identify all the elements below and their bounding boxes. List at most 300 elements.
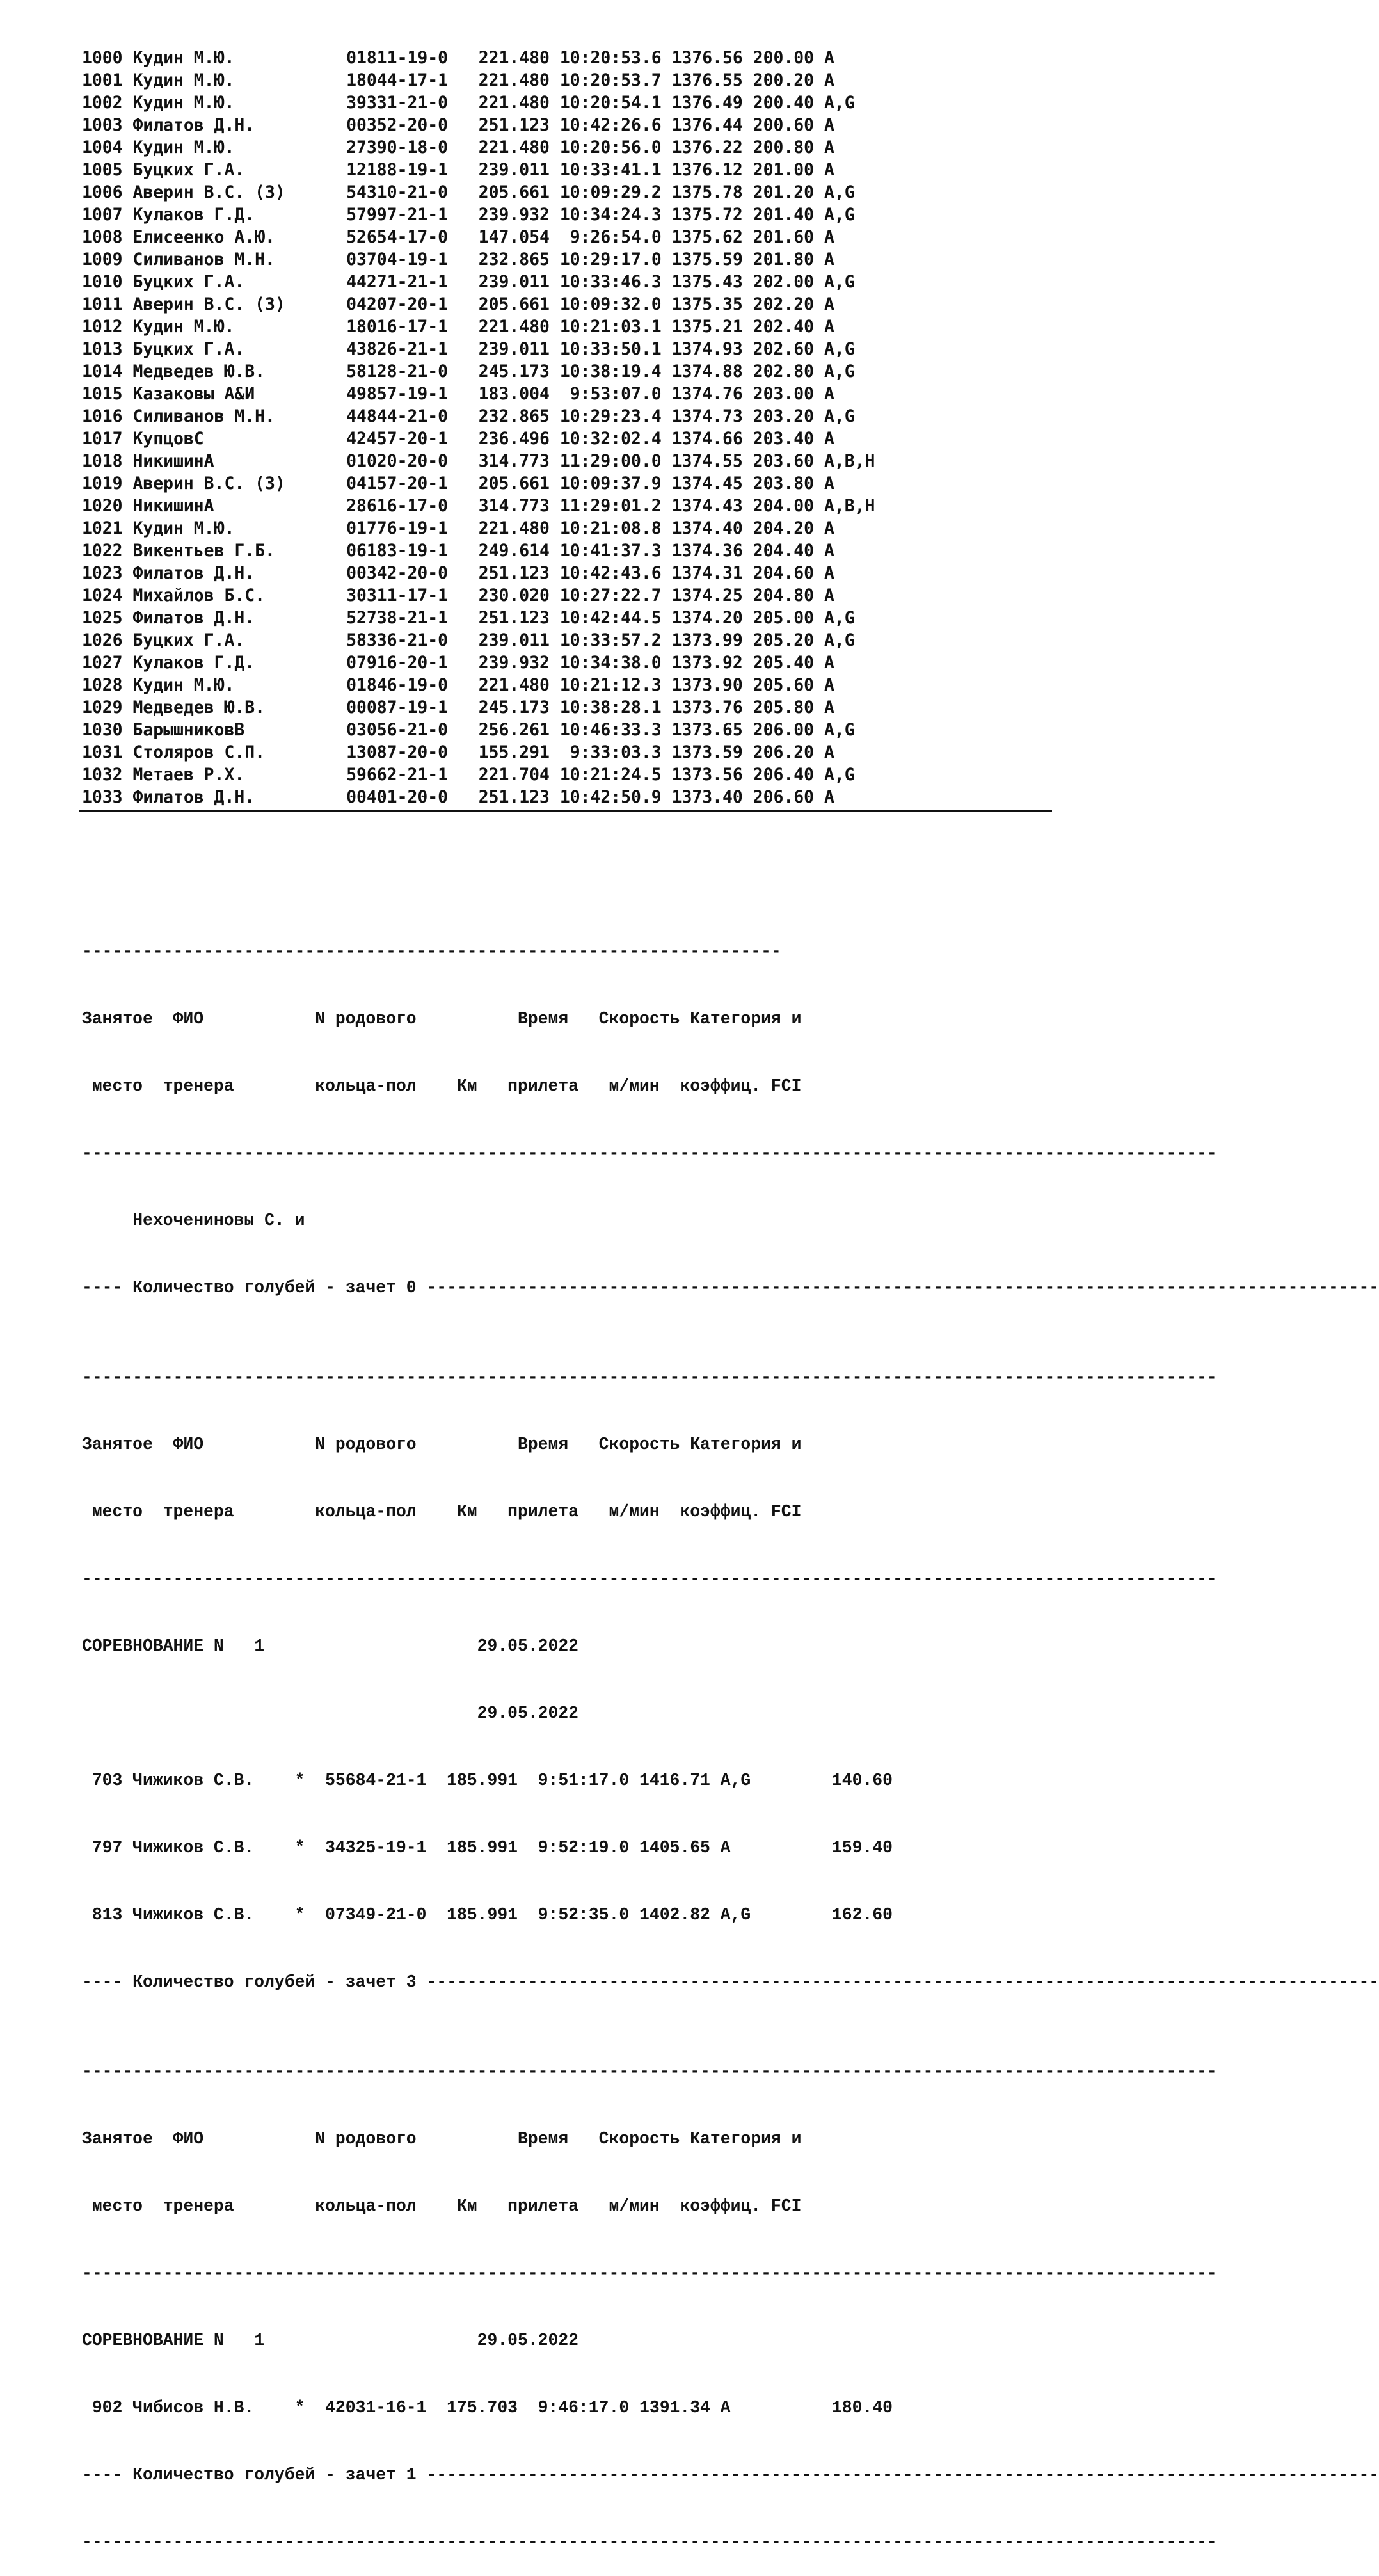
cell-name: Силиванов М.Н. xyxy=(132,250,275,269)
cell-km: 239.011 xyxy=(478,272,550,292)
dash-line: ---------------------------------------------------------------------------------------------------------------- xyxy=(82,1569,1217,1588)
cell-place: 1023 xyxy=(82,563,123,583)
cell-coef: 202.20 xyxy=(753,294,815,314)
cell-place: 1016 xyxy=(82,406,123,426)
cell-cat: A xyxy=(824,384,834,404)
cell-cat: A xyxy=(824,653,834,673)
column-header-2: место тренера кольца-пол Км прилета м/мин коэффиц. FCI xyxy=(82,2196,802,2216)
cell-ring: 00401-20-0 xyxy=(346,787,449,807)
table-row xyxy=(82,226,875,248)
cell-place: 1032 xyxy=(82,765,123,785)
trainer-name: Нехочениновы С. и xyxy=(132,1211,305,1230)
cell-name: Аверин В.С. (З) xyxy=(132,182,285,202)
competition-line: СОРЕВНОВАНИЕ N 1 29.05.2022 xyxy=(82,1636,579,1656)
cell-speed: 1373.40 xyxy=(671,787,743,807)
cell-km: 221.480 xyxy=(478,518,550,538)
cell-ring: 52654-17-0 xyxy=(346,227,449,247)
cell-speed: 1374.20 xyxy=(671,608,743,628)
cell-cat: A xyxy=(824,518,834,538)
cell-coef: 206.40 xyxy=(753,765,815,785)
cell-coef: 200.80 xyxy=(753,138,815,157)
cell-speed: 1375.59 xyxy=(671,250,743,269)
cell-cat: A xyxy=(824,138,834,157)
cell-speed: 1375.62 xyxy=(671,227,743,247)
cell-ring: 00352-20-0 xyxy=(346,115,449,135)
cell-coef: 203.40 xyxy=(753,429,815,449)
cell-km: 239.011 xyxy=(478,160,550,180)
cell-km: 205.661 xyxy=(478,474,550,493)
table-row xyxy=(82,540,875,562)
cell-cat: A xyxy=(824,563,834,583)
cell-name: Буцких Г.А. xyxy=(132,630,245,650)
cell-speed: 1374.45 xyxy=(671,474,743,493)
cell-coef: 201.20 xyxy=(753,182,815,202)
cell-name: Филатов Д.Н. xyxy=(132,608,255,628)
cell-coef: 200.60 xyxy=(753,115,815,135)
table-row xyxy=(82,271,875,293)
dash-line: ---------------------------------------------------------------------------------------------------------------- xyxy=(82,2264,1217,2283)
cell-place: 1012 xyxy=(82,317,123,337)
cell-name: Кудин М.Ю. xyxy=(132,317,235,337)
cell-time: 10:33:50.1 xyxy=(559,339,662,359)
cell-coef: 205.20 xyxy=(753,630,815,650)
cell-time: 10:09:32.0 xyxy=(559,294,662,314)
cell-ring: 52738-21-1 xyxy=(346,608,449,628)
cell-place: 1028 xyxy=(82,675,123,695)
table-row xyxy=(82,719,875,741)
cell-name: Кулаков Г.Д. xyxy=(132,653,255,673)
cell-ring: 49857-19-1 xyxy=(346,384,449,404)
cell-ring: 27390-18-0 xyxy=(346,138,449,157)
cell-km: 245.173 xyxy=(478,698,550,717)
cell-cat: A xyxy=(824,115,834,135)
cell-coef: 204.80 xyxy=(753,586,815,605)
cell-cat: A xyxy=(824,70,834,90)
dash-line: ---------------------------------------------------------------------------------------------------------------- xyxy=(82,2062,1217,2081)
cell-ring: 30311-17-1 xyxy=(346,586,449,605)
cell-km: 256.261 xyxy=(478,720,550,740)
cell-km: 232.865 xyxy=(478,250,550,269)
column-header-1: Занятое ФИО N родового Время Скорость Категория и xyxy=(82,1009,802,1028)
cell-km: 249.614 xyxy=(478,541,550,561)
table-row xyxy=(82,360,875,383)
cell-name: Кудин М.Ю. xyxy=(132,70,235,90)
cell-km: 239.932 xyxy=(478,205,550,225)
cell-place: 1001 xyxy=(82,70,123,90)
cell-time: 9:53:07.0 xyxy=(559,384,662,404)
cell-km: 251.123 xyxy=(478,787,550,807)
cell-coef: 205.00 xyxy=(753,608,815,628)
cell-time: 10:20:56.0 xyxy=(559,138,662,157)
cell-km: 245.173 xyxy=(478,362,550,381)
cell-name: КупцовС xyxy=(132,429,204,449)
cell-coef: 206.00 xyxy=(753,720,815,740)
cell-ring: 01020-20-0 xyxy=(346,451,449,471)
cell-ring: 44844-21-0 xyxy=(346,406,449,426)
cell-time: 10:33:41.1 xyxy=(559,160,662,180)
cell-place: 1020 xyxy=(82,496,123,516)
cell-name: Медведев Ю.В. xyxy=(132,698,266,717)
cell-place: 1029 xyxy=(82,698,123,717)
cell-name: Кудин М.Ю. xyxy=(132,48,235,68)
result-row: 797 Чижиков С.В. * 34325-19-1 185.991 9:52:19.0 1405.65 A 159.40 xyxy=(82,1838,893,1857)
cell-place: 1000 xyxy=(82,48,123,68)
cell-cat: A,G xyxy=(824,362,855,381)
cell-cat: A,G xyxy=(824,93,855,113)
table-row xyxy=(82,316,875,338)
cell-ring: 03704-19-1 xyxy=(346,250,449,269)
competition-date: 29.05.2022 xyxy=(82,1704,579,1723)
cell-speed: 1376.22 xyxy=(671,138,743,157)
table-row xyxy=(82,674,875,696)
cell-time: 10:27:22.7 xyxy=(559,586,662,605)
cell-name: Филатов Д.Н. xyxy=(132,787,255,807)
cell-place: 1027 xyxy=(82,653,123,673)
cell-cat: A xyxy=(824,586,834,605)
table-row xyxy=(82,696,875,719)
cell-coef: 206.20 xyxy=(753,742,815,762)
cell-place: 1022 xyxy=(82,541,123,561)
table-row xyxy=(82,764,875,786)
cell-speed: 1374.25 xyxy=(671,586,743,605)
cell-speed: 1373.92 xyxy=(671,653,743,673)
cell-place: 1007 xyxy=(82,205,123,225)
cell-place: 1011 xyxy=(82,294,123,314)
table-row xyxy=(82,248,875,271)
result-row: 703 Чижиков С.В. * 55684-21-1 185.991 9:51:17.0 1416.71 A,G 140.60 xyxy=(82,1771,893,1790)
cell-speed: 1376.12 xyxy=(671,160,743,180)
cell-place: 1009 xyxy=(82,250,123,269)
cell-name: НикишинА xyxy=(132,496,214,516)
cell-km: 236.496 xyxy=(478,429,550,449)
cell-ring: 18016-17-1 xyxy=(346,317,449,337)
column-header-2: место тренера кольца-пол Км прилета м/мин коэффиц. FCI xyxy=(82,1076,802,1096)
cell-time: 10:38:19.4 xyxy=(559,362,662,381)
cell-coef: 203.80 xyxy=(753,474,815,493)
cell-cat: A xyxy=(824,429,834,449)
cell-cat: A xyxy=(824,250,834,269)
cell-ring: 57997-21-1 xyxy=(346,205,449,225)
cell-time: 10:38:28.1 xyxy=(559,698,662,717)
cell-place: 1015 xyxy=(82,384,123,404)
cell-speed: 1374.55 xyxy=(671,451,743,471)
cell-time: 10:21:12.3 xyxy=(559,675,662,695)
cell-place: 1030 xyxy=(82,720,123,740)
cell-name: Кудин М.Ю. xyxy=(132,675,235,695)
cell-km: 251.123 xyxy=(478,563,550,583)
cell-ring: 01846-19-0 xyxy=(346,675,449,695)
column-header-1: Занятое ФИО N родового Время Скорость Категория и xyxy=(82,2129,802,2148)
cell-place: 1004 xyxy=(82,138,123,157)
cell-speed: 1373.99 xyxy=(671,630,743,650)
cell-place: 1006 xyxy=(82,182,123,202)
column-header-2: место тренера кольца-пол Км прилета м/мин коэффиц. FCI xyxy=(82,1502,802,1521)
cell-speed: 1376.44 xyxy=(671,115,743,135)
cell-km: 221.480 xyxy=(478,70,550,90)
cell-km: 239.011 xyxy=(478,339,550,359)
cell-time: 10:46:33.3 xyxy=(559,720,662,740)
dash-line: --------------------------------------------------------------------- xyxy=(82,942,781,961)
cell-speed: 1375.72 xyxy=(671,205,743,225)
cell-speed: 1374.66 xyxy=(671,429,743,449)
cell-time: 10:33:57.2 xyxy=(559,630,662,650)
cell-name: Столяров С.П. xyxy=(132,742,266,762)
cell-km: 205.661 xyxy=(478,182,550,202)
cell-coef: 200.00 xyxy=(753,48,815,68)
cell-ring: 43826-21-1 xyxy=(346,339,449,359)
cell-place: 1003 xyxy=(82,115,123,135)
cell-ring: 28616-17-0 xyxy=(346,496,449,516)
cell-time: 9:26:54.0 xyxy=(559,227,662,247)
cell-km: 147.054 xyxy=(478,227,550,247)
cell-time: 10:21:08.8 xyxy=(559,518,662,538)
dash-line: ---------------------------------------------------------------------------------------------------------------- xyxy=(82,2532,1217,2552)
competition-line: СОРЕВНОВАНИЕ N 1 29.05.2022 xyxy=(82,2331,579,2350)
cell-km: 230.020 xyxy=(478,586,550,605)
cell-ring: 01811-19-0 xyxy=(346,48,449,68)
cell-name: Казаковы А&И xyxy=(132,384,255,404)
cell-km: 205.661 xyxy=(478,294,550,314)
cell-name: Аверин В.С. (З) xyxy=(132,294,285,314)
cell-cat: A xyxy=(824,227,834,247)
cell-cat: A,G xyxy=(824,608,855,628)
table-row xyxy=(82,405,875,428)
cell-time: 10:21:03.1 xyxy=(559,317,662,337)
table-row xyxy=(82,69,875,92)
cell-cat: A,G xyxy=(824,339,855,359)
cell-name: Буцких Г.А. xyxy=(132,272,245,292)
cell-speed: 1374.36 xyxy=(671,541,743,561)
cell-place: 1033 xyxy=(82,787,123,807)
cell-coef: 202.80 xyxy=(753,362,815,381)
cell-coef: 204.20 xyxy=(753,518,815,538)
cell-km: 239.011 xyxy=(478,630,550,650)
table-row xyxy=(82,517,875,540)
cell-coef: 205.60 xyxy=(753,675,815,695)
cell-speed: 1376.56 xyxy=(671,48,743,68)
cell-place: 1005 xyxy=(82,160,123,180)
cell-time: 10:20:53.6 xyxy=(559,48,662,68)
cell-name: Кудин М.Ю. xyxy=(132,138,235,157)
cell-place: 1010 xyxy=(82,272,123,292)
cell-cat: A xyxy=(824,698,834,717)
cell-speed: 1373.90 xyxy=(671,675,743,695)
cell-name: Буцких Г.А. xyxy=(132,160,245,180)
result-row: 902 Чибисов Н.В. * 42031-16-1 175.703 9:46:17.0 1391.34 A 180.40 xyxy=(82,2398,893,2417)
cell-time: 9:33:03.3 xyxy=(559,742,662,762)
cell-name: Филатов Д.Н. xyxy=(132,563,255,583)
cell-time: 11:29:00.0 xyxy=(559,451,662,471)
cell-place: 1017 xyxy=(82,429,123,449)
table-row xyxy=(82,741,875,764)
cell-name: Кудин М.Ю. xyxy=(132,93,235,113)
cell-place: 1026 xyxy=(82,630,123,650)
cell-ring: 42457-20-1 xyxy=(346,429,449,449)
table-row xyxy=(82,92,875,114)
report-block xyxy=(82,896,1379,2576)
cell-km: 314.773 xyxy=(478,496,550,516)
cell-speed: 1375.35 xyxy=(671,294,743,314)
cell-km: 221.480 xyxy=(478,138,550,157)
count-line: ---- Количество голубей - зачет 3 ---------------------------------------------------------------------------------------------- xyxy=(82,1972,1379,1992)
cell-speed: 1375.43 xyxy=(671,272,743,292)
cell-coef: 204.60 xyxy=(753,563,815,583)
cell-km: 183.004 xyxy=(478,384,550,404)
cell-speed: 1376.55 xyxy=(671,70,743,90)
cell-time: 10:42:43.6 xyxy=(559,563,662,583)
cell-speed: 1376.49 xyxy=(671,93,743,113)
cell-time: 10:21:24.5 xyxy=(559,765,662,785)
cell-coef: 204.00 xyxy=(753,496,815,516)
cell-cat: A,G xyxy=(824,630,855,650)
cell-place: 1031 xyxy=(82,742,123,762)
cell-time: 10:32:02.4 xyxy=(559,429,662,449)
table-row xyxy=(82,495,875,517)
cell-name: Кулаков Г.Д. xyxy=(132,205,255,225)
cell-time: 10:29:17.0 xyxy=(559,250,662,269)
cell-ring: 01776-19-1 xyxy=(346,518,449,538)
table-row xyxy=(82,472,875,495)
cell-speed: 1373.59 xyxy=(671,742,743,762)
cell-cat: A,G xyxy=(824,272,855,292)
cell-cat: A,G xyxy=(824,406,855,426)
cell-place: 1024 xyxy=(82,586,123,605)
cell-ring: 39331-21-0 xyxy=(346,93,449,113)
cell-ring: 00342-20-0 xyxy=(346,563,449,583)
cell-ring: 54310-21-0 xyxy=(346,182,449,202)
table-row xyxy=(82,47,875,69)
cell-time: 10:20:53.7 xyxy=(559,70,662,90)
cell-name: Михайлов Б.С. xyxy=(132,586,266,605)
cell-coef: 206.60 xyxy=(753,787,815,807)
cell-speed: 1375.78 xyxy=(671,182,743,202)
table-row xyxy=(82,136,875,159)
cell-km: 155.291 xyxy=(478,742,550,762)
table-row xyxy=(82,204,875,226)
cell-time: 10:09:29.2 xyxy=(559,182,662,202)
cell-place: 1002 xyxy=(82,93,123,113)
cell-cat: A,G xyxy=(824,765,855,785)
cell-cat: A xyxy=(824,474,834,493)
cell-place: 1019 xyxy=(82,474,123,493)
cell-place: 1021 xyxy=(82,518,123,538)
cell-ring: 58336-21-0 xyxy=(346,630,449,650)
table-row xyxy=(82,562,875,584)
cell-speed: 1374.73 xyxy=(671,406,743,426)
cell-time: 10:42:50.9 xyxy=(559,787,662,807)
cell-name: Метаев Р.Х. xyxy=(132,765,245,785)
table-row xyxy=(82,629,875,652)
cell-km: 221.480 xyxy=(478,48,550,68)
table-row xyxy=(82,584,875,607)
cell-km: 251.123 xyxy=(478,115,550,135)
cell-speed: 1373.76 xyxy=(671,698,743,717)
cell-time: 10:29:23.4 xyxy=(559,406,662,426)
cell-speed: 1374.76 xyxy=(671,384,743,404)
table-row xyxy=(82,786,875,808)
table-row xyxy=(82,428,875,450)
cell-time: 10:09:37.9 xyxy=(559,474,662,493)
cell-ring: 04207-20-1 xyxy=(346,294,449,314)
cell-cat: A xyxy=(824,675,834,695)
cell-cat: A xyxy=(824,541,834,561)
cell-coef: 200.20 xyxy=(753,70,815,90)
cell-speed: 1374.93 xyxy=(671,339,743,359)
cell-km: 221.480 xyxy=(478,675,550,695)
cell-coef: 202.40 xyxy=(753,317,815,337)
cell-place: 1014 xyxy=(82,362,123,381)
cell-name: Елисеенко А.Ю. xyxy=(132,227,275,247)
cell-coef: 205.40 xyxy=(753,653,815,673)
cell-km: 251.123 xyxy=(478,608,550,628)
cell-name: Кудин М.Ю. xyxy=(132,518,235,538)
cell-coef: 201.60 xyxy=(753,227,815,247)
table-row xyxy=(82,338,875,360)
cell-coef: 200.40 xyxy=(753,93,815,113)
cell-cat: A xyxy=(824,294,834,314)
cell-name: Викентьев Г.Б. xyxy=(132,541,275,561)
cell-cat: A,G xyxy=(824,182,855,202)
cell-time: 11:29:01.2 xyxy=(559,496,662,516)
cell-speed: 1374.31 xyxy=(671,563,743,583)
cell-name: НикишинА xyxy=(132,451,214,471)
cell-ring: 06183-19-1 xyxy=(346,541,449,561)
cell-cat: A xyxy=(824,317,834,337)
table-row xyxy=(82,607,875,629)
table-row xyxy=(82,181,875,204)
cell-speed: 1374.43 xyxy=(671,496,743,516)
cell-time: 10:34:38.0 xyxy=(559,653,662,673)
cell-speed: 1374.88 xyxy=(671,362,743,381)
cell-ring: 04157-20-1 xyxy=(346,474,449,493)
cell-place: 1025 xyxy=(82,608,123,628)
cell-coef: 204.40 xyxy=(753,541,815,561)
cell-name: Буцких Г.А. xyxy=(132,339,245,359)
cell-ring: 07916-20-1 xyxy=(346,653,449,673)
cell-ring: 44271-21-1 xyxy=(346,272,449,292)
cell-name: БарышниковВ xyxy=(132,720,245,740)
cell-coef: 201.40 xyxy=(753,205,815,225)
cell-ring: 12188-19-1 xyxy=(346,160,449,180)
cell-ring: 00087-19-1 xyxy=(346,698,449,717)
cell-cat: A xyxy=(824,160,834,180)
cell-coef: 203.00 xyxy=(753,384,815,404)
cell-ring: 13087-20-0 xyxy=(346,742,449,762)
table-row xyxy=(82,293,875,316)
cell-name: Филатов Д.Н. xyxy=(132,115,255,135)
cell-km: 232.865 xyxy=(478,406,550,426)
cell-coef: 202.00 xyxy=(753,272,815,292)
cell-cat: A,B,H xyxy=(824,451,875,471)
table-row xyxy=(82,450,875,472)
cell-coef: 203.60 xyxy=(753,451,815,471)
cell-cat: A,B,H xyxy=(824,496,875,516)
cell-km: 221.480 xyxy=(478,317,550,337)
cell-coef: 202.60 xyxy=(753,339,815,359)
cell-cat: A xyxy=(824,787,834,807)
cell-place: 1008 xyxy=(82,227,123,247)
cell-ring: 18044-17-1 xyxy=(346,70,449,90)
result-row: 813 Чижиков С.В. * 07349-21-0 185.991 9:52:35.0 1402.82 A,G 162.60 xyxy=(82,1905,893,1924)
cell-name: Медведев Ю.В. xyxy=(132,362,266,381)
cell-speed: 1375.21 xyxy=(671,317,743,337)
cell-ring: 58128-21-0 xyxy=(346,362,449,381)
cell-speed: 1374.40 xyxy=(671,518,743,538)
count-line: ---- Количество голубей - зачет 1 ---------------------------------------------------------------------------------------------- xyxy=(82,2465,1379,2484)
cell-time: 10:41:37.3 xyxy=(559,541,662,561)
cell-place: 1018 xyxy=(82,451,123,471)
cell-speed: 1373.56 xyxy=(671,765,743,785)
